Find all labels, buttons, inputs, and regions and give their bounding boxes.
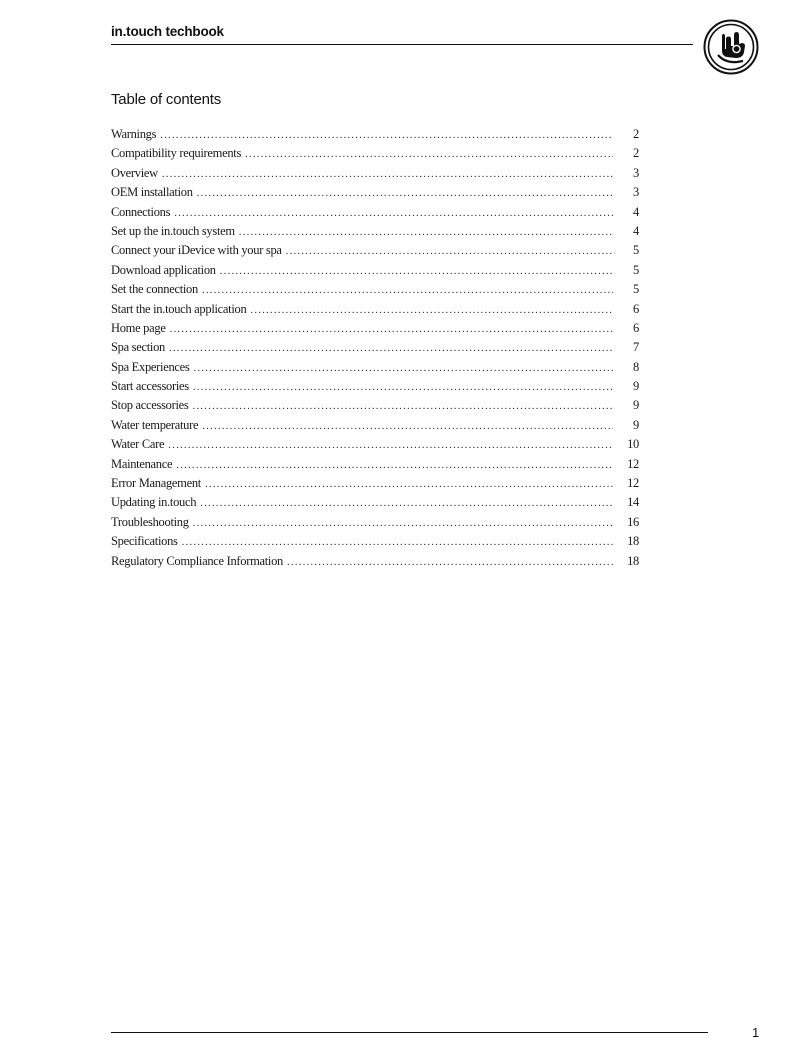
toc-entry[interactable] xyxy=(111,203,639,222)
toc-dot-leader xyxy=(169,339,613,358)
toc-entry[interactable] xyxy=(111,125,639,144)
toc-dot-leader xyxy=(250,301,613,320)
toc-entry[interactable] xyxy=(111,319,639,338)
hand-touch-logo-icon xyxy=(703,19,759,75)
toc-entry-page: 8 xyxy=(633,359,639,374)
toc-entry[interactable] xyxy=(111,396,639,415)
document-title: in.touch techbook xyxy=(111,24,224,39)
toc-entry-page: 12 xyxy=(627,476,639,491)
toc-entry-title: Overview xyxy=(111,165,158,180)
toc-entry-title: Maintenance xyxy=(111,456,173,471)
toc-dot-leader xyxy=(193,359,613,378)
toc-entry[interactable] xyxy=(111,164,639,183)
toc-entry[interactable] xyxy=(111,513,639,532)
toc-dot-leader xyxy=(220,262,613,281)
toc-dot-leader xyxy=(287,553,613,572)
toc-entry-title: Spa Experiences xyxy=(111,359,190,374)
toc-dot-leader xyxy=(239,223,613,242)
toc-entry[interactable] xyxy=(111,183,639,202)
toc-dot-leader xyxy=(200,494,613,513)
toc-dot-leader xyxy=(160,126,613,145)
toc-entry-page: 4 xyxy=(633,223,639,238)
toc-entry-page: 9 xyxy=(633,398,639,413)
toc-entry[interactable] xyxy=(111,241,639,260)
toc-dot-leader xyxy=(193,378,613,397)
toc-dot-leader xyxy=(286,242,613,261)
toc-entry-page: 7 xyxy=(633,340,639,355)
toc-dot-leader xyxy=(162,165,613,184)
toc-entry-title: Warnings xyxy=(111,127,157,141)
toc-entry-page: 14 xyxy=(627,495,639,510)
toc-entry-title: Spa section xyxy=(111,340,165,355)
toc-entry-title: Download application xyxy=(111,262,216,277)
toc-entry[interactable] xyxy=(111,416,639,435)
page-number: 1 xyxy=(752,1025,760,1040)
toc-dot-leader xyxy=(170,320,613,339)
toc-heading: Table of contents xyxy=(111,91,222,108)
toc-dot-leader xyxy=(197,184,613,203)
toc-entry[interactable] xyxy=(111,377,639,396)
toc-entry-page: 9 xyxy=(633,417,639,432)
toc-entry-title: Start accessories xyxy=(111,379,189,394)
toc-entry-page: 3 xyxy=(633,165,639,180)
footer-divider xyxy=(111,1032,708,1033)
toc-entry-page: 12 xyxy=(627,456,639,471)
toc-entry-title: Error Management xyxy=(111,476,201,491)
toc-entry-page: 18 xyxy=(627,534,639,549)
toc-entry[interactable] xyxy=(111,552,639,571)
toc-dot-leader xyxy=(202,281,613,300)
toc-entry[interactable] xyxy=(111,532,639,551)
toc-entry-title: Set up the in.touch system xyxy=(111,223,235,238)
toc-entry-title: Water Care xyxy=(111,437,165,452)
toc-entry-page: 5 xyxy=(633,282,639,297)
toc-entry-page: 9 xyxy=(633,379,639,394)
toc-entry[interactable] xyxy=(111,435,639,454)
toc-entry[interactable] xyxy=(111,300,639,319)
toc-entry-page: 2 xyxy=(633,146,639,161)
toc-dot-leader xyxy=(168,436,613,455)
toc-entry-page: 16 xyxy=(627,514,639,529)
toc-entry-page: 18 xyxy=(627,553,639,568)
toc-entry[interactable] xyxy=(111,455,639,474)
toc-entry-title: Water temperature xyxy=(111,417,199,432)
toc-entry-page: 5 xyxy=(633,262,639,277)
toc-dot-leader xyxy=(245,145,613,164)
toc-entry-page: 2 xyxy=(633,127,639,141)
toc-entry[interactable] xyxy=(111,280,639,299)
toc-entry-title: Set the connection xyxy=(111,282,198,297)
toc-dot-leader xyxy=(205,475,613,494)
toc-dot-leader xyxy=(176,456,613,475)
toc-entry-title: Updating in.touch xyxy=(111,495,197,510)
toc-entry[interactable] xyxy=(111,493,639,512)
toc-entry-page: 10 xyxy=(627,437,639,452)
toc-entry[interactable] xyxy=(111,358,639,377)
toc-entry-title: Home page xyxy=(111,320,166,335)
toc-entry[interactable] xyxy=(111,338,639,357)
toc-entry-title: Troubleshooting xyxy=(111,514,189,529)
toc-entry[interactable] xyxy=(111,261,639,280)
toc-entry-page: 4 xyxy=(633,204,639,219)
toc-entry-title: Regulatory Compliance Information xyxy=(111,553,283,568)
toc-entry-page: 5 xyxy=(633,243,639,258)
toc-list xyxy=(111,125,639,571)
toc-entry-title: Connections xyxy=(111,204,171,219)
toc-entry-page: 3 xyxy=(633,185,639,200)
toc-entry[interactable] xyxy=(111,144,639,163)
toc-dot-leader xyxy=(202,417,613,436)
toc-dot-leader xyxy=(193,514,613,533)
toc-entry[interactable] xyxy=(111,222,639,241)
toc-dot-leader xyxy=(192,397,613,416)
toc-entry[interactable] xyxy=(111,474,639,493)
toc-entry-page: 6 xyxy=(633,320,639,335)
toc-entry-title: Start the in.touch application xyxy=(111,301,247,316)
toc-entry-title: Compatibility requirements xyxy=(111,146,242,161)
toc-entry-title: OEM installation xyxy=(111,185,193,200)
header-divider xyxy=(111,44,693,45)
toc-entry-page: 6 xyxy=(633,301,639,316)
toc-entry-title: Connect your iDevice with your spa xyxy=(111,243,282,258)
toc-entry-title: Stop accessories xyxy=(111,398,189,413)
toc-dot-leader xyxy=(174,204,613,223)
toc-entry-title: Specifications xyxy=(111,534,178,549)
toc-dot-leader xyxy=(182,533,613,552)
